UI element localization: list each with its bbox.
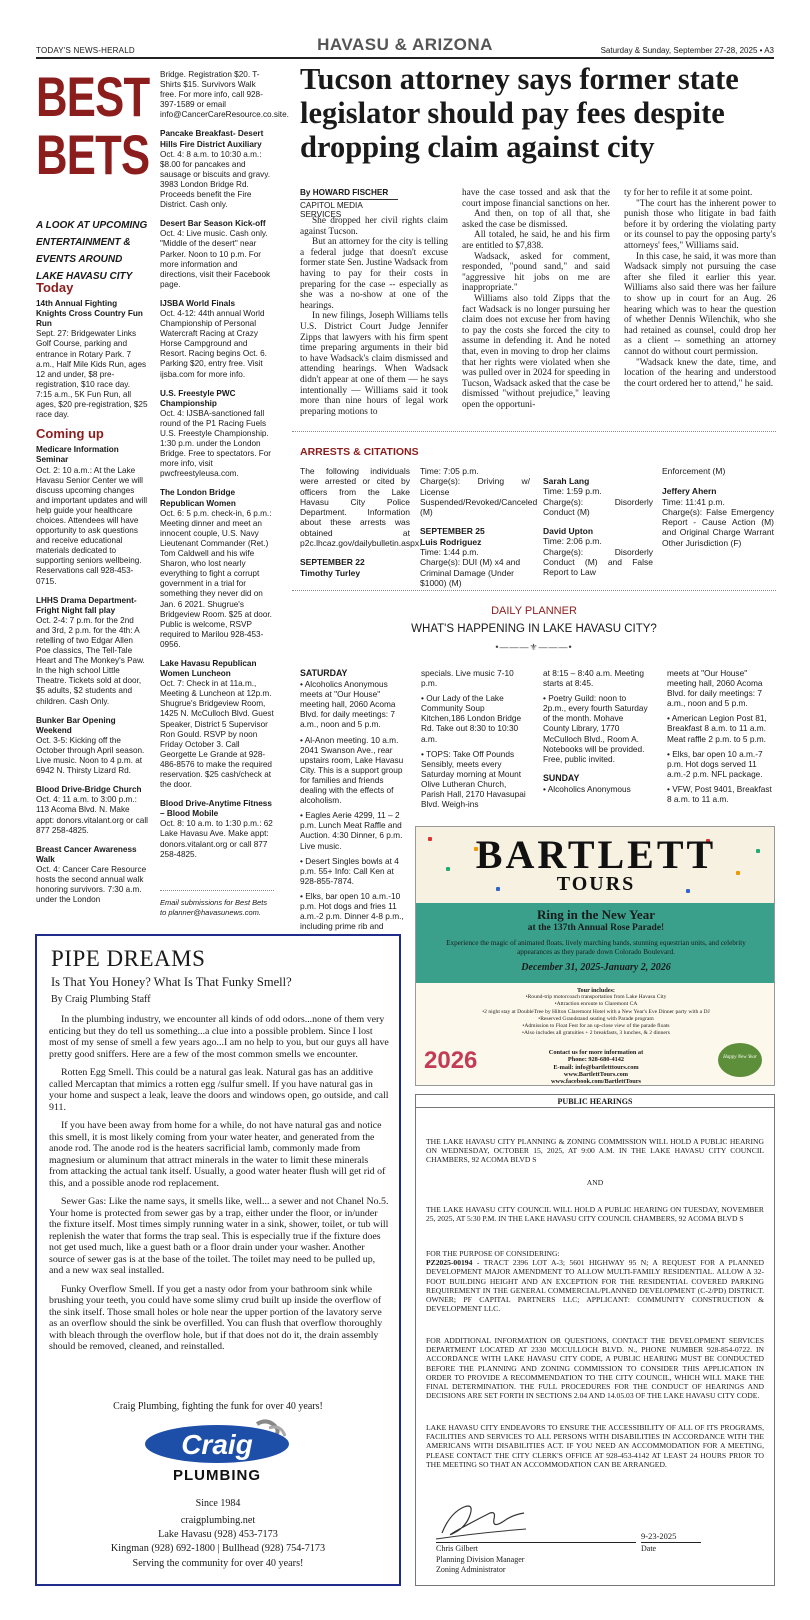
arrest-time: Time: 1:44 p.m. <box>420 547 479 558</box>
ad-subheadline: at the 137th Annual Rose Parade! <box>527 923 665 933</box>
event-text: Oct. 6: 5 p.m. check-in, 6 p.m.: Meeting dinner and meet an innocent couple, U.S. Navy Lieutenant Commander (Ret.) Tom Caldwell and his wife Sharon, who lost nearly everything to fight a corrupt government in a trial for something they never did on Jan. 6 2021. Shugrue's Bridgeview Room. $25 at door. Public is welcome, RSVP required to Marilou 928-453-0956. <box>160 508 272 649</box>
coming-up-heading: Coming up <box>36 426 104 442</box>
event-title: Pancake Breakfast- Desert Hills Fire District Auxiliary <box>160 129 264 149</box>
since-year: Since 1984 <box>195 1498 241 1509</box>
arrest-charges: Charge(s): Driving w/ License Suspended/Revoked/Canceled (M) <box>420 476 538 518</box>
event-continued-text: Bridge. Registration $20. T-Shirts $15. Survivors Walk free. For more info, call 928-397-1589 or email info@CancerCareResource.co.site. <box>160 70 289 120</box>
arrests-column-2 <box>420 466 538 588</box>
event-text: Oct. 4: Live music. Cash only. "Middle of the desert" near Parker. Noon to 10 p.m. For more information and directions, visit their Facebook page. <box>160 229 271 289</box>
contact-email: E-mail: info@bartletttours.com <box>553 1063 639 1071</box>
arrest-date: SEPTEMBER 25 <box>420 526 485 537</box>
ad-promo-band <box>416 903 775 983</box>
planner-item: meets at "Our House" meeting hall, 2060 Acoma Blvd. for daily meetings: 7 a.m., noon and 5 p.m. <box>667 668 763 709</box>
planner-item: at 8:15 – 8:40 a.m. Meeting starts at 8:45. <box>543 668 645 689</box>
planner-item: • VFW, Post 9401, Breakfast 8 a.m. to 11 a.m. <box>667 783 772 805</box>
best-bets-tagline: A LOOK AT UPCOMING ENTERTAINMENT & EVENTS AROUND LAKE HAVASU CITY <box>36 220 148 282</box>
event-item <box>160 299 274 380</box>
section-divider <box>292 590 776 591</box>
arrest-charges-continued: Enforcement (M) <box>662 466 726 476</box>
event-item <box>36 299 148 420</box>
date-line <box>641 1542 701 1543</box>
arrest-name: Jeffery Ahern <box>662 486 717 497</box>
article-paragraph: Williams also told Zipps that the fact Wadsack is no longer pursuing her claim does not excuse her from having to pay the costs she forced the city to assume in defending it. And he noted that, even in moving to drop her claims that her rights were violated when she was pulled over in 2024 for speeding in Tucson, Wadsack asked that the case be dismissed "without prejudice," leaving open the opportuni- <box>462 293 610 410</box>
event-title: 14th Annual Fighting Knights Cross Country Fun Run <box>36 299 143 329</box>
hearing-paragraph <box>426 1249 764 1313</box>
best-bets-logo <box>36 65 150 186</box>
case-description: - TRACT 2396 LOT A-3; 5601 HIGHWAY 95 N; A REQUEST FOR A PLANNED DEVELOPMENT MAJOR AMENDMENT TO ALLOW MULTI-FAMILY RESIDENTIAL. ALLOW A 32-FOOT BUILDING HEIGHT AND AN EXCEPTION FOR THE RESIDENTIAL COVERED PARKING REQUIREMENT IN THE GENERAL COMMERCIAL/PLANNED DEVELOPMENT (C-2/PD) DISTRICT. OWNER; PF CAPITAL PARTNERS LLC; APPLICANT: COMMUNITY CONSTRUCTION & DEVELOPMENT LLC. <box>426 1258 764 1314</box>
event-text: Oct. 4: 8 a.m. to 10:30 a.m.: $8.00 for pancakes and sausage or biscuits and gravy. 3983 London Bridge Rd. Proceeds benefit the Fire District. Cash only. <box>160 149 270 210</box>
best-bets-logo-line1: BEST <box>36 65 150 128</box>
date-label: Date <box>641 1544 657 1553</box>
masthead-date: Saturday & Sunday, September 27-28, 2025 • A3 <box>600 46 774 55</box>
arrests-intro: The following individuals were arrested or cited by officers from the Lake Havasu City Police Department. Information about these arrests was obtained at p2c.lhcaz.gov/dailybulletin.aspx. <box>300 466 422 549</box>
arrests-heading: ARRESTS & CITATIONS <box>300 446 419 458</box>
event-title: The London Bridge Republican Women <box>160 488 236 508</box>
ad-details <box>416 983 775 1086</box>
event-item <box>36 445 148 586</box>
planner-item: • Al-Anon meeting. 10 a.m. 2041 Swanson Ave., rear upstairs room, Lake Havasu City. This is a support group for families and friends dealing with the effects of alcoholism. <box>300 734 404 806</box>
article-column-3 <box>624 188 776 389</box>
arrest-charges: Charge(s): False Emergency Report - Cause Action (M) and Original Charge Warrant Other Jurisdiction (F) <box>662 506 774 548</box>
event-item <box>160 488 274 650</box>
signature-line <box>436 1542 636 1543</box>
pipe-phone-havasu: Lake Havasu (928) 453-7173 <box>158 1529 278 1541</box>
logo-craig-text: Craig <box>181 1429 253 1460</box>
contact-facebook: www.facebook.com/BartlettTours <box>550 1078 641 1086</box>
pipe-dreams-byline: By Craig Plumbing Staff <box>51 994 151 1005</box>
bartlett-logo-text: BARTLETT <box>475 832 717 877</box>
pipe-paragraph: Sewer Gas: Like the name says, it smells like, well... a sewer and not Chanel No.5. Your home is protected from sewer gas by a trap, either under the floor, or in/under the fixture itself. Most times simply running water in a sink, shower, toilet, or tub will replenish the water that forms the trap seal. This is especially true if the fixture does not get used much, like a guest bath or a floor drain under your washer. Another source of sewer gas is at the base of the toilet. The toilet may need to be pulled up, and a new wax seal installed. <box>49 1196 389 1276</box>
masthead-paper-name: TODAY'S NEWS-HERALD <box>36 46 135 55</box>
hearing-paragraph: FOR ADDITIONAL INFORMATION OR QUESTIONS, CONTACT THE DEVELOPMENT SERVICES DEPARTMENT LOCATED AT 2330 MCCULLOCH BLVD. N., PHONE NUMBER 928-854-0722. IN ACCORDANCE WITH LAKE HAVASU CITY CODE, A PUBLIC HEARING MUST BE CONDUCTED BEFORE THE PLANNING AND ZONING COMMISSION TO CONSIDER THIS APPLICATION IN ORDER TO PROVIDE A RECOMMENDATION TO THE CITY COUNCIL, WHICH WILL MAKE THE FINAL DETERMINATION. THE FULL PROCEDURES FOR THE CONDUCT OF HEARINGS AND DECISIONS ARE SET FORTH IN SECTIONS 2.04 AND 14.05.03 OF THE LAKE HAVASU CITY CODE. <box>426 1336 764 1401</box>
title-rule <box>416 1107 774 1108</box>
pipe-phone-kingman-bullhead: Kingman (928) 692-1800 | Bullhead (928) 754-7173 <box>110 1543 326 1555</box>
arrest-time: Time: 1:59 p.m. <box>543 486 602 497</box>
planner-item: • American Legion Post 81, Breakfast 8 a.m. to 11 a.m. Meat raffle 2 p.m. to 5 p.m. <box>667 713 767 744</box>
pipe-dreams-ad <box>35 934 401 1586</box>
bartlett-tours-ad <box>415 826 775 1086</box>
year-graphic: 2026 <box>424 1047 478 1074</box>
article-paragraph: All totaled, he said, he and his firm are entitled to $7,838. <box>462 230 610 251</box>
contact-phone: Phone: 928-680-4142 <box>567 1056 625 1064</box>
section-divider <box>292 431 776 432</box>
signer-title: Zoning Administrator <box>436 1565 506 1574</box>
case-number: PZ2025-00194 <box>426 1258 473 1268</box>
event-title: Desert Bar Season Kick-off <box>160 219 266 229</box>
ad-description: Experience the magic of animated floats, lively marching bands, stunning equestrian units, and celebrity appearances as they parade down Colorado Boulevard. <box>446 939 746 956</box>
today-heading: Today <box>36 280 74 295</box>
article-paragraph: She dropped her civil rights claim against Tucson. <box>300 216 448 237</box>
event-text: Oct. 4: IJSBA-sanctioned fall round of the P1 Racing Fuels U.S. Freestyle Championship. 1:30 p.m. under the London Bridge. Free to spectators. For more info, visit pwcfreestyleusa.com. <box>160 408 272 479</box>
planner-day-heading: SUNDAY <box>543 772 580 783</box>
masthead-rule <box>36 57 774 59</box>
contact-line: Contact us for more information at <box>548 1049 644 1056</box>
pipe-dreams-tagline: Craig Plumbing, fighting the funk for over 40 years! <box>113 1401 323 1412</box>
best-bets-column-2 <box>160 70 289 869</box>
contact-website: www.BartlettTours.com <box>563 1070 629 1078</box>
craig-plumbing-logo <box>137 1418 301 1488</box>
daily-planner-subtitle: WHAT'S HAPPENING IN LAKE HAVASU CITY? <box>411 623 657 635</box>
arrest-charges: Charge(s): Disorderly Conduct (M) <box>543 496 653 517</box>
tour-include-item: •Also includes all gratuities + 2 breakfasts, 3 lunches, & 2 dinners <box>522 1030 670 1037</box>
arrests-column-3 <box>543 466 653 578</box>
pipe-dreams-title: PIPE DREAMS <box>51 946 206 971</box>
pipe-paragraph: Rotten Egg Smell. This could be a natural gas leak. Natural gas has an additive called Mercaptan that mimics a rotten egg /sulfur smell. If you have natural gas in your home and suspect a leak, leave the doors and windows open, go outside, and call 911. <box>49 1067 389 1113</box>
tour-include-item: •Attraction enroute to Claremont CA <box>554 1001 638 1008</box>
planner-item: • Alcoholics Anonymous meets at "Our House" meeting hall, 2060 Acoma Blvd. for daily meetings: 7 a.m., noon and 5 p.m. <box>300 679 396 730</box>
event-item <box>160 129 274 210</box>
signer-name: Chris Gilbert <box>436 1544 478 1553</box>
event-item <box>160 799 274 860</box>
pipe-paragraph: In the plumbing industry, we encounter all kinds of odd odors...none of them very enticing but they do tell us something...a clue into a possible problem. Since I lost most of my sense of smell a few years ago...I am no help to you, but our guys all have pretty good sniffers. Here are a few of the most common smells we encounter. <box>49 1014 389 1060</box>
event-title: LHHS Drama Department-Fright Night fall play <box>36 595 137 615</box>
pipe-slogan: Serving the community for over 40 years! <box>132 1557 304 1569</box>
planner-item: • Poetry Guild: noon to 2p.m., every fourth Saturday of the month. Mohave County Library, 1770 McCulloch Blvd., Room A. Notebooks will be provided. Free, public invited. <box>543 693 648 764</box>
event-text: Oct. 4: Cancer Care Resource hosts the second annual walk honoring survivors. 7:30 a.m. under the London <box>36 864 147 905</box>
hearing-paragraph: THE LAKE HAVASU CITY COUNCIL WILL HOLD A PUBLIC HEARING ON TUESDAY, NOVEMBER 25, 2025, AT 5:30 P.M. IN THE LAKE HAVASU CITY COUNCIL CHAMBERS, 92 ACOMA BLVD S <box>426 1205 764 1224</box>
planner-item: • Eagles Aerie 4299, 11 – 2 p.m. Lunch Meat Raffle and Auction. 4:30 Dinner, 6 p.m. Live music. <box>300 810 403 851</box>
event-title: Blood Drive-Bridge Church <box>36 785 142 795</box>
event-item <box>36 845 148 906</box>
public-hearings-title: PUBLIC HEARINGS <box>557 1097 633 1106</box>
article-byline <box>300 188 404 219</box>
article-paragraph: "Wadsack knew the date, time, and location of the hearing and understood the court ordered her to attend," he said. <box>624 357 776 389</box>
article-column-2 <box>462 188 610 410</box>
event-title: Medicare Information Seminar <box>36 445 119 465</box>
planner-column-2 <box>421 668 529 814</box>
event-item <box>36 596 148 707</box>
article-paragraph: Wadsack, asked for comment, responded, "pound sand," and said "aggressive hit jobs on me are inappropriate." <box>462 251 610 294</box>
planner-item: • Elks, bar open 10 a.m.-7 p.m. Hot dogs served 11 a.m.-2 p.m. NFL package. <box>667 748 763 779</box>
event-title: Breast Cancer Awareness Walk <box>36 844 137 864</box>
event-title: U.S. Freestyle PWC Championship <box>160 388 236 408</box>
event-item <box>160 219 274 290</box>
event-text: Oct. 8: 10 a.m. to 1:30 p.m.: 62 Lake Havasu Ave. Make appt: donors.vitalant.org or call 877 258-4825. <box>160 819 273 859</box>
ad-header <box>416 827 775 903</box>
article-paragraph: have the case tossed and ask that the court impose financial sanctions on her. <box>462 188 610 209</box>
signature-stroke <box>436 1529 526 1539</box>
planner-column-1 <box>300 668 408 936</box>
article-column-1 <box>300 216 448 417</box>
article-headline: Tucson attorney says former state legislator should pay fees despite dropping claim against city <box>300 62 739 164</box>
event-title: IJSBA World Finals <box>160 298 236 308</box>
ornament-divider: •———⚜———• <box>495 642 573 652</box>
rose-parade-seal: Happy New Year <box>718 1043 762 1077</box>
pipe-paragraph: Funky Overflow Smell. If you get a nasty odor from your bathroom sink while brushing your teeth, you could have some slimy crud built up inside the overflow of the sink itself. Those small holes or hole near the upper portion of the lavatory serve as an overflow should the sink be overfilled. You can flush that overflow thoroughly with bleach through the overflow hole, but if that does not do it, the drain assembly should be removed, cleaned, and reinstalled. <box>49 1283 383 1352</box>
tour-include-item: •Admission to Float Fest for an up-close view of the parade floats <box>522 1023 670 1030</box>
hearing-purpose-lead: FOR THE PURPOSE OF CONSIDERING: <box>426 1249 560 1258</box>
event-text: Oct. 4-12: 44th annual World Championship of Personal Watercraft Racing at Crazy Horse Campground and Resort. Racing begins Oct. 6. Parking $20, entry free. Visit ijsba.com for more info. <box>160 308 267 379</box>
byline-name: By HOWARD FISCHER <box>300 188 389 197</box>
pipe-dreams-body <box>49 1014 389 1360</box>
event-text: Oct. 3-5: Kicking off the October through April season. Live music. Noon to 4 p.m. at 6942 N. Thirsty Lizard Rd. <box>36 735 145 776</box>
pipe-contact <box>37 1514 399 1571</box>
arrest-charges: Charge(s): Disorderly Conduct (M) and False Report to Law <box>543 546 653 578</box>
article-paragraph: And then, on top of all that, she asked the case be dismissed. <box>462 209 610 230</box>
byline-rule <box>300 199 398 200</box>
arrests-column-4 <box>662 466 774 548</box>
article-paragraph: In new filings, Joseph Williams tells U.S. District Court Judge Jennifer Zipps that lawyers with his firm spent time preparing arguments in their bid to have Wadsack's claim dismissed and attending hearings. When Wadsack didn't appear at one of them — he says intentionally — Williams said it took more than nine hours of legal work preparing motions to <box>300 311 448 417</box>
event-title: Bunker Bar Opening Weekend <box>36 715 116 735</box>
planner-item: • Our Lady of the Lake Community Soup Kitchen,186 London Bridge Rd. Take out 8:30 to 10:30 a.m. <box>421 693 522 744</box>
planner-column-4 <box>667 668 775 809</box>
daily-planner-title: DAILY PLANNER <box>491 605 577 617</box>
section-title: HAVASU & ARIZONA <box>317 35 493 54</box>
arrests-column-1 <box>300 466 422 578</box>
tour-include-item: •2 night stay at DoubleTree by Hilton Claremont Hotel with a New Year's Eve Dinner party with a DJ <box>482 1008 710 1015</box>
tours-logo-text: TOURS <box>556 873 636 895</box>
best-bets-submission-note: Email submissions for Best Bets to planner@havasunews.com. <box>160 898 268 917</box>
arrest-date: SEPTEMBER 22 <box>300 557 365 568</box>
planner-day-heading: SATURDAY <box>300 668 348 678</box>
event-text: Oct. 7: Check in at 11a.m., Meeting & Luncheon at 12p.m. Shugrue's Bridgeview Room, 1425 N. McCulloch Blvd. Guest Speaker, District 5 Supervisor Ron Gould. RSVP by noon Friday October 3. Call Georgette Le Grande at 928-486-8576 to make the required reservation. $25 cash/check at the door. <box>160 679 274 790</box>
hearing-paragraph: THE LAKE HAVASU CITY PLANNING & ZONING COMMISSION WILL HOLD A PUBLIC HEARING ON WEDNESDAY, OCTOBER 15, 2025, AT 9:00 A.M. IN THE LAKE HAVASU CITY COUNCIL CHAMBERS, 92 ACOMA BLVD S <box>426 1137 764 1165</box>
event-item <box>36 716 148 777</box>
column-divider <box>160 890 274 891</box>
planner-item: • TOPS: Take Off Pounds Sensibly, meets every Saturday morning at Mount Olive Lutheran Church, Parish Hall, 2170 Havasupai Blvd. Weigh-ins <box>421 748 526 810</box>
hearing-paragraph: LAKE HAVASU CITY ENDEAVORS TO ENSURE THE ACCESSIBILITY OF ALL OF ITS PROGRAMS, FACILITIES AND SERVICES TO ALL PERSONS WITH DISABILITIES IN ACCORDANCE WITH THE AMERICANS WITH DISABILITIES ACT. IF YOU NEED AN ACCOMMODATION FOR A MEETING, PLEASE CONTACT THE CITY CLERK'S OFFICE AT 928-453-4142 AT LEAST 24 HOURS PRIOR TO THE MEETING SO THAT AN ACCOMMODATION CAN BE ARRANGED. <box>426 1423 764 1469</box>
tour-include-item: •Round-trip motorcoach transportation from Lake Havasu City <box>525 994 667 1001</box>
event-item <box>160 389 274 480</box>
best-bets-logo-line2: BETS <box>36 123 150 186</box>
hearing-and: AND <box>586 1178 604 1187</box>
planner-item: • Alcoholics Anonymous <box>543 783 631 794</box>
best-bets-column-1 <box>36 280 148 914</box>
arrest-time: Time: 7:05 p.m. <box>420 466 479 476</box>
arrest-charges: Charge(s): DUI (M) x4 and Criminal Damage (Under $1000) (M) <box>420 557 521 588</box>
signer-title: Planning Division Manager <box>436 1554 525 1564</box>
planner-item: • Desert Singles bowls at 4 p.m. 55+ Info: Call Ken at 928-855-7874. <box>300 855 399 886</box>
event-text: Oct. 4: 11 a.m. to 3:00 p.m.: 113 Acoma Blvd. N. Make appt: donors.vitalant.org or call 877 258-4825. <box>36 795 148 835</box>
planner-column-3 <box>543 668 651 799</box>
pipe-website: craigplumbing.net <box>180 1515 256 1526</box>
arrest-name: Timothy Turley <box>300 567 361 578</box>
tour-includes <box>436 987 756 1037</box>
arrest-name: Sarah Lang <box>543 476 590 486</box>
arrest-name: Luis Rodriguez <box>420 536 482 547</box>
planner-item: specials. Live music 7-10 p.m. <box>421 668 514 689</box>
logo-plumbing-text: PLUMBING <box>173 1467 261 1484</box>
ad-dates: December 31, 2025-January 2, 2026 <box>521 962 671 973</box>
ad-headline: Ring in the New Year <box>537 907 655 922</box>
tour-include-item: •Reserved Grandstand seating with Parade program <box>538 1015 654 1022</box>
event-item <box>160 659 274 790</box>
arrest-time: Time: 2:06 p.m. <box>543 536 602 547</box>
signature <box>432 1495 532 1545</box>
tour-includes-heading: Tour includes: <box>577 987 615 994</box>
article-paragraph: But an attorney for the city is telling a federal judge that doesn't excuse former state Sen. Justine Wadsack from having to pay for their costs in preparing for the case -- especially as she was a no-show at one of the hearings. <box>300 237 448 311</box>
event-text: Sept. 27: Bridgewater Links Golf Course, parking and entrance in Rotary Park. 7 a.m., Half Mile Kids Run, ages 12 and under, $8 pre-registration, $10 race day. 7:15 a.m., 5K Fun Run, all ages, $20 pre-registration, $25 race day. <box>36 329 148 420</box>
byline-org: CAPITOL MEDIA SERVICES <box>300 201 363 219</box>
arrest-name: David Upton <box>543 526 594 537</box>
event-title: Lake Havasu Republican Women Luncheon <box>160 658 257 679</box>
planner-item: • Elks, bar open 10 a.m.-10 p.m. Hot dogs and fries 11 a.m.-2 p.m. Dinner 4-8 p.m., including prime rib and <box>300 890 404 932</box>
event-item <box>36 785 148 835</box>
event-text: Oct. 2: 10 a.m.: At the Lake Havasu Senior Center we will discuss upcoming changes and important updates and will help guide your healthcare choices. Attendees will have opportunity to ask questions and receive educational materials dedicated to supporting seniors wellbeing. Reservations call 928-453-0715. <box>36 465 148 586</box>
ad-contact <box>496 1049 696 1085</box>
event-text: Oct. 2-4: 7 p.m. for the 2nd and 3rd, 2 p.m. for the 4th: A retelling of two Edgar Allen Poe classics, The Tell-Tale Heart and The Monkey's Paw. In the high school Little Theatre. Tickets sold at door, $5 adults, $2 students and children. Cash Only. <box>36 615 145 706</box>
article-paragraph: ty for her to refile it at some point. <box>624 188 753 198</box>
pipe-paragraph: If you have been away from home for a while, do not have natural gas and notice this smell, it is most likely coming from your water heater, and generated from the anode rod. The anode rod is the heaters sacrificial lamb, commonly made from magnesium or aluminum that attract minerals in the water to limit these minerals from attacking the actual tank itself. Usually, a good water heater flush will get rid of this, and a possible anode rod replacement. <box>49 1120 386 1189</box>
signer-block <box>436 1544 524 1576</box>
article-paragraph: "The court has the inherent power to punish those who litigate in bad faith before it by ordering the violating party or its counsel to pay the opposing party's attorneys' fees," Williams said. <box>624 198 776 251</box>
pipe-dreams-subtitle: Is That You Honey? What Is That Funky Smell? <box>51 975 292 989</box>
public-hearings-notice <box>415 1094 775 1586</box>
arrest-time: Time: 11:41 p.m. <box>662 496 725 507</box>
signature-date: 9-23-2025 <box>641 1531 677 1541</box>
article-paragraph: In this case, he said, it was more than Wadsack simply not pursuing the case after she filed it earlier this year. Williams also said there was her failure to show up in court for an Aug. 26 hearing which was to hear the question of whether Dennis Wilenchik, who she had retained as counsel, could drop her as a client -- something an attorney cannot do without court permission. <box>624 251 776 357</box>
event-title: Blood Drive-Anytime Fitness – Blood Mobile <box>160 799 272 819</box>
